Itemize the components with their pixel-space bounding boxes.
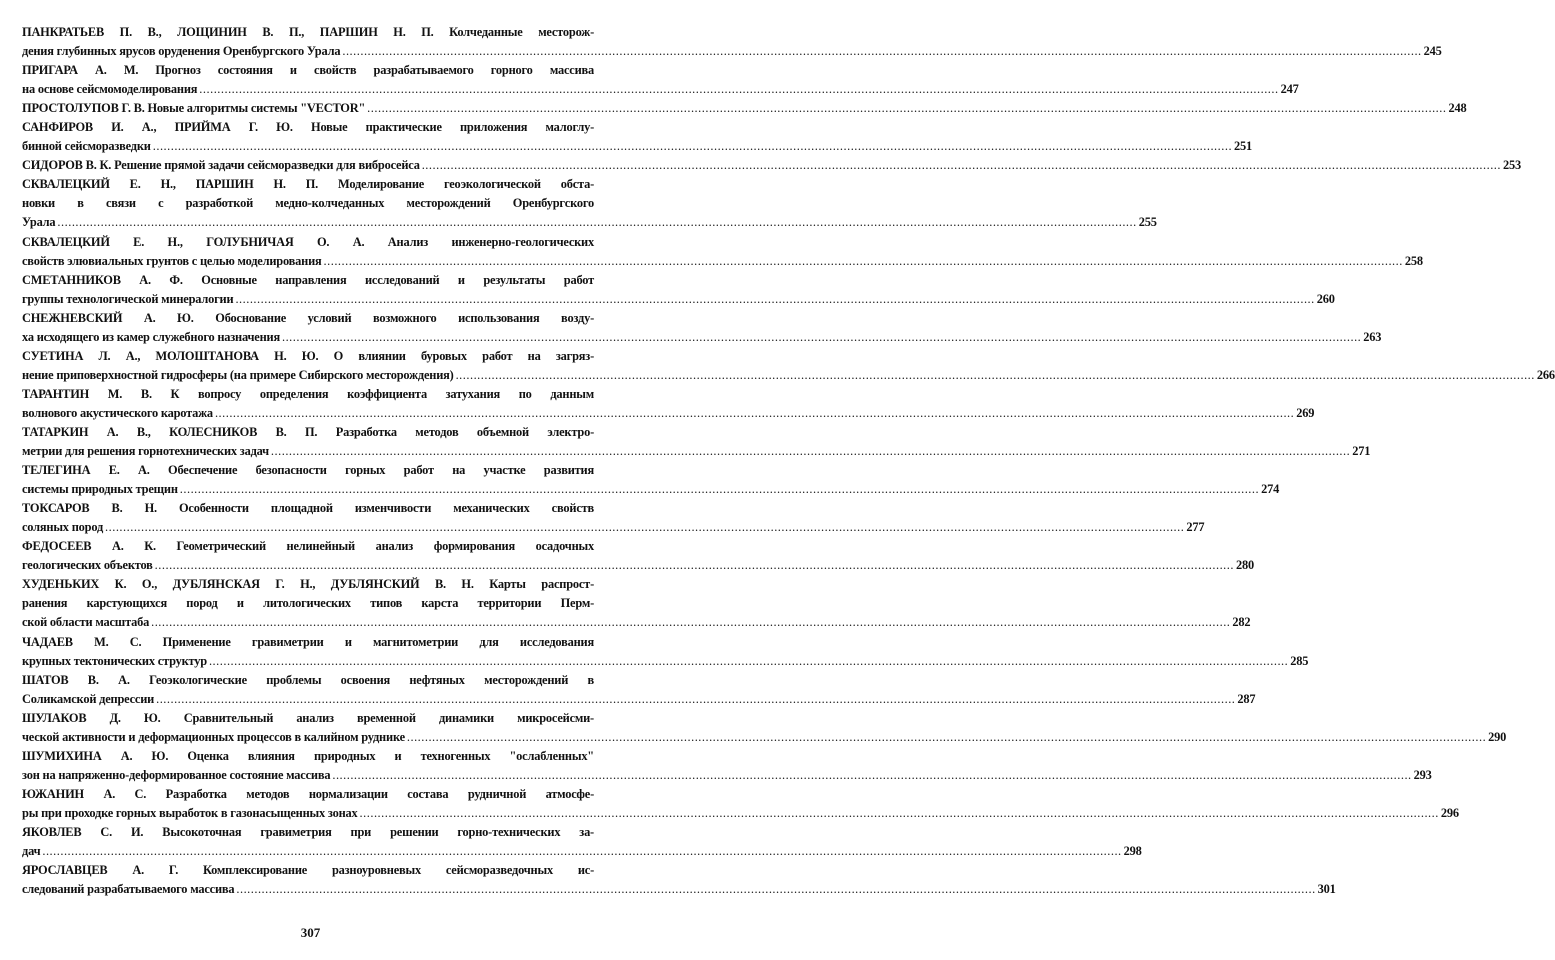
toc-entry-line: ской области масштаба xyxy=(22,615,150,630)
toc-entry xyxy=(22,61,1299,99)
toc-entry-line: нение приповерхностной гидросферы (на примере Сибирского месторождения) xyxy=(22,367,454,382)
page-number: 307 xyxy=(300,925,321,940)
dot-leader: ............................................................................................................................................................................................................................................................................................................ xyxy=(156,691,1236,706)
toc-entry-line: ШАТОВ В. А. Геоэкологические проблемы освоения нефтяных месторождений в xyxy=(22,672,594,687)
toc-entry-line: следований разрабатываемого массива xyxy=(22,882,235,897)
toc-entry xyxy=(22,823,1142,861)
toc-entry-line: ЧАДАЕВ М. С. Применение гравиметрии и магнитометрии для исследования xyxy=(22,634,594,649)
toc-entry-line: СКВАЛЕЦКИЙ Е. Н., ПАРШИН Н. П. Моделирование геоэкологической обста- xyxy=(22,177,594,192)
toc-entry xyxy=(22,385,1315,423)
toc-page-number: 285 xyxy=(1290,653,1309,668)
toc-entry-line: ранения карстующихся пород и литологических типов карста территории Перм- xyxy=(22,596,594,611)
dot-leader: ............................................................................................................................................................................................................................................................................................................ xyxy=(151,615,1231,630)
toc-entry-line: ЯРОСЛАВЦЕВ А. Г. Комплексирование разноуровневых сейсморазведочных ис- xyxy=(22,863,594,878)
toc-entry-line: дения глубинных ярусов оруденения Оренбургского Урала xyxy=(22,44,341,59)
toc-entry xyxy=(22,233,1423,271)
toc-entry xyxy=(22,785,1459,823)
dot-leader: ............................................................................................................................................................................................................................................................................................................ xyxy=(342,44,1422,59)
toc-entry-line: ТЕЛЕГИНА Е. А. Обеспечение безопасности горных работ на участке развития xyxy=(22,463,594,478)
toc-entry xyxy=(22,709,1507,747)
toc-entry-line: на основе сейсмомоделирования xyxy=(22,82,198,97)
dot-leader: ............................................................................................................................................................................................................................................................................................................ xyxy=(199,82,1279,97)
toc-entry xyxy=(22,575,1251,632)
toc-entry-line: ры при проходке горных выработок в газонасыщенных зонах xyxy=(22,805,358,820)
toc-entry xyxy=(22,671,1256,709)
toc-entry xyxy=(22,499,1205,537)
toc-entry-line: бинной сейсморазведки xyxy=(22,139,151,154)
dot-leader: ............................................................................................................................................................................................................................................................................................................ xyxy=(359,805,1439,820)
toc-entry-line: ПАНКРАТЬЕВ П. В., ЛОЩИНИН В. П., ПАРШИН Н. П. Колчеданные месторож- xyxy=(22,25,594,39)
toc-entry xyxy=(22,461,1280,499)
dot-leader: ............................................................................................................................................................................................................................................................................................................ xyxy=(235,291,1315,306)
toc-page-number: 266 xyxy=(1536,367,1555,382)
toc-page-number: 277 xyxy=(1186,520,1205,535)
toc-entry xyxy=(22,309,1382,347)
toc-page-number: 245 xyxy=(1423,44,1442,59)
toc-entry-line: ФЕДОСЕЕВ А. К. Геометрический нелинейный анализ формирования осадочных xyxy=(22,539,594,554)
toc-entry-line: дач xyxy=(22,844,41,859)
toc-entry xyxy=(22,747,1432,785)
toc-entry-line: САНФИРОВ И. А., ПРИЙМА Г. Ю. Новые практические приложения малоглу- xyxy=(22,120,594,135)
dot-leader: ............................................................................................................................................................................................................................................................................................................ xyxy=(367,101,1447,116)
toc-entry xyxy=(22,347,1555,385)
toc-entry-line: волнового акустического каротажа xyxy=(22,405,213,420)
toc-page-number: 260 xyxy=(1316,291,1335,306)
toc-entry xyxy=(22,423,1371,461)
toc-page-number: 282 xyxy=(1232,615,1251,630)
dot-leader: ............................................................................................................................................................................................................................................................................................................ xyxy=(208,653,1289,668)
toc-page-number: 253 xyxy=(1503,158,1521,173)
toc-page-number: 296 xyxy=(1440,805,1459,820)
dot-leader: ............................................................................................................................................................................................................................................................................................................ xyxy=(152,139,1233,154)
toc-page-number: 298 xyxy=(1123,844,1142,859)
toc-entry xyxy=(22,861,1336,899)
toc-entry-line: ЮЖАНИН А. С. Разработка методов нормализации состава рудничной атмосфе- xyxy=(22,786,594,801)
dot-leader: ............................................................................................................................................................................................................................................................................................................ xyxy=(270,444,1351,459)
dot-leader: ............................................................................................................................................................................................................................................................................................................ xyxy=(332,767,1412,782)
toc-page-number: 301 xyxy=(1317,882,1336,897)
toc-entry-line: ШУЛАКОВ Д. Ю. Сравнительный анализ временной динамики микросейсми- xyxy=(22,710,594,725)
toc-entry-line: ПРОСТОЛУПОВ Г. В. Новые алгоритмы системы "VECTOR" xyxy=(22,101,366,116)
dot-leader: ............................................................................................................................................................................................................................................................................................................ xyxy=(455,367,1535,382)
toc-entry-line: ТАРАНТИН М. В. К вопросу определения коэффициента затухания по данным xyxy=(22,386,594,401)
toc-page-number: 274 xyxy=(1261,482,1280,497)
toc-entry-line: зон на напряженно-деформированное состояние массива xyxy=(22,767,331,782)
toc-page-number: 258 xyxy=(1404,253,1423,268)
toc-entry-line: ха исходящего из камер служебного назначения xyxy=(22,329,280,344)
dot-leader: ............................................................................................................................................................................................................................................................................................................ xyxy=(105,520,1185,535)
toc-page-number: 293 xyxy=(1413,767,1432,782)
dot-leader: ............................................................................................................................................................................................................................................................................................................ xyxy=(406,729,1487,744)
toc-entry-line: метрии для решения горнотехнических задач xyxy=(22,444,269,459)
dot-leader: ............................................................................................................................................................................................................................................................................................................ xyxy=(57,215,1137,230)
dot-leader: ............................................................................................................................................................................................................................................................................................................ xyxy=(323,253,1403,268)
toc-entry xyxy=(22,175,1157,232)
toc-entry-line: крупных тектонических структур xyxy=(22,653,207,668)
toc-entry-line: ТАТАРКИН А. В., КОЛЕСНИКОВ В. П. Разработка методов объемной электро- xyxy=(22,424,594,439)
toc-entry xyxy=(22,156,1521,175)
toc-entry-line: ПРИГАРА А. М. Прогноз состояния и свойств разрабатываемого горного массива xyxy=(22,63,594,78)
toc-entry-line: СКВАЛЕЦКИЙ Е. Н., ГОЛУБНИЧАЯ О. А. Анализ инженерно-геологических xyxy=(22,234,594,249)
dot-leader: ............................................................................................................................................................................................................................................................................................................ xyxy=(236,882,1316,897)
dot-leader: ............................................................................................................................................................................................................................................................................................................ xyxy=(154,558,1234,573)
toc-page-number: 263 xyxy=(1363,329,1382,344)
toc-entry-line: ШУМИХИНА А. Ю. Оценка влияния природных и техногенных "ослабленных" xyxy=(22,748,594,763)
toc-entry-line: Урала xyxy=(22,215,56,230)
toc-entry-line: СУЕТИНА Л. А., МОЛОШТАНОВА Н. Ю. О влиянии буровых работ на загряз- xyxy=(22,348,594,363)
toc-page-number: 247 xyxy=(1280,82,1299,97)
toc-page-number: 251 xyxy=(1234,139,1253,154)
toc-page-number: 290 xyxy=(1488,729,1507,744)
dot-leader: ............................................................................................................................................................................................................................................................................................................ xyxy=(281,329,1362,344)
dot-leader: ............................................................................................................................................................................................................................................................................................................ xyxy=(42,844,1122,859)
dot-leader: ............................................................................................................................................................................................................................................................................................................ xyxy=(421,158,1501,173)
toc-entry-line: СМЕТАННИКОВ А. Ф. Основные направления исследований и результаты работ xyxy=(22,272,594,287)
dot-leader: ............................................................................................................................................................................................................................................................................................................ xyxy=(179,482,1260,497)
toc-entry-line: ЯКОВЛЕВ С. И. Высокоточная гравиметрия при решении горно-технических за- xyxy=(22,824,594,839)
toc-entry-line: Соликамской депрессии xyxy=(22,691,155,706)
toc-entry-line: СНЕЖНЕВСКИЙ А. Ю. Обоснование условий возможного использования возду- xyxy=(22,310,594,325)
toc-entry-line: геологических объектов xyxy=(22,558,153,573)
toc-entry-line: ХУДЕНЬКИХ К. О., ДУБЛЯНСКАЯ Г. Н., ДУБЛЯНСКИЙ В. Н. Карты распрост- xyxy=(22,577,594,592)
dot-leader: ............................................................................................................................................................................................................................................................................................................ xyxy=(214,405,1295,420)
toc-entry xyxy=(22,271,1335,309)
toc-entry-line: СИДОРОВ В. К. Решение прямой задачи сейсморазведки для вибросейса xyxy=(22,158,420,173)
toc-page-number: 269 xyxy=(1296,405,1315,420)
toc-entry xyxy=(22,118,1253,156)
toc-entry-line: ТОКСАРОВ В. Н. Особенности площадной изменчивости механических свойств xyxy=(22,501,594,516)
toc-entry-line: группы технологической минералогии xyxy=(22,291,234,306)
toc-page-number: 248 xyxy=(1448,101,1467,116)
table-of-contents xyxy=(22,23,1555,899)
toc-page-number: 271 xyxy=(1352,444,1371,459)
toc-page-number: 255 xyxy=(1138,215,1157,230)
toc-entry xyxy=(22,633,1309,671)
toc-entry xyxy=(22,537,1254,575)
toc-entry-line: ческой активности и деформационных процессов в калийном руднике xyxy=(22,729,405,744)
toc-entry xyxy=(22,99,1467,118)
toc-entry-line: соляных пород xyxy=(22,520,104,535)
toc-page-number: 280 xyxy=(1235,558,1254,573)
toc-entry-line: новки в связи с разработкой медно-колчеданных месторождений Оренбургского xyxy=(22,196,594,211)
toc-page-number: 287 xyxy=(1237,691,1256,706)
toc-entry-line: свойств элювиальных грунтов с целью моделирования xyxy=(22,253,322,268)
toc-entry-line: системы природных трещин xyxy=(22,482,178,497)
toc-entry xyxy=(22,23,1442,61)
